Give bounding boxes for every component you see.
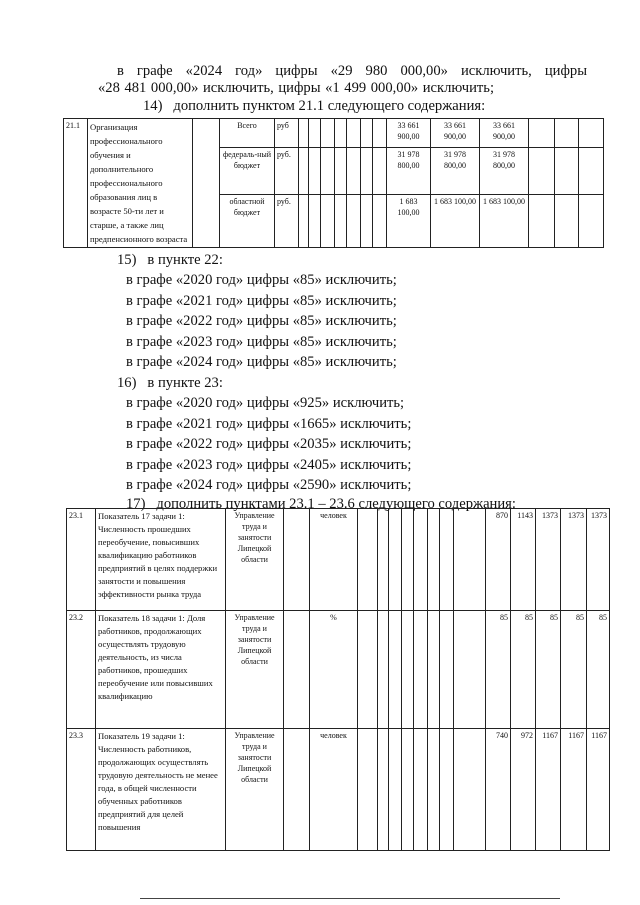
- row-number: 23.3: [67, 729, 96, 851]
- org-cell: Управление труда и занятости Липецкой области: [226, 509, 284, 611]
- value-cell: 31 978 800,00: [480, 147, 529, 194]
- unit-cell: %: [310, 611, 358, 729]
- source-cell: федераль-ный бюджет: [220, 147, 275, 194]
- paragraph-line: в графе «2023 год» цифры «85» исключить;: [126, 334, 397, 350]
- unit-cell: человек: [310, 729, 358, 851]
- value-cell: 870: [486, 509, 511, 611]
- value-cell: 85: [511, 611, 536, 729]
- table-row: [67, 611, 610, 729]
- paragraph-line: в графе «2022 год» цифры «2035» исключить;: [126, 436, 412, 452]
- value-cell: 972: [511, 729, 536, 851]
- paragraph-line: в графе «2020 год» цифры «925» исключить;: [126, 395, 405, 411]
- value-cell: 1 683 100,00: [480, 194, 529, 247]
- value-cell: 31 978 800,00: [431, 147, 480, 194]
- value-cell: 85: [536, 611, 561, 729]
- row-name: Показатель 17 задачи 1: Численность прошедших переобучение, повысивших квалификацию работников предприятий в целях поддержки занятости и повышения эффективности рынка труда: [96, 509, 226, 611]
- paragraph-line: «28 481 000,00» исключить, цифры «1 499 000,00» исключить;: [98, 80, 494, 96]
- value-cell: 85: [587, 611, 610, 729]
- value-cell: 85: [486, 611, 511, 729]
- value-cell: 1373: [587, 509, 610, 611]
- item-14-heading: 14) дополнить пунктом 21.1 следующего содержания:: [143, 98, 486, 114]
- table-23: [66, 508, 610, 851]
- unit-cell: руб.: [275, 194, 299, 247]
- table-21-1: [63, 118, 604, 248]
- row-number: 21.1: [64, 119, 88, 248]
- value-cell: 1167: [561, 729, 587, 851]
- item-17-heading: 17) дополнить пунктами 23.1 – 23.6 следующего содержания:: [126, 496, 516, 512]
- paragraph-line: в графе «2024 год» цифры «85» исключить;: [126, 354, 397, 370]
- paragraph-line: в графе «2021 год» цифры «1665» исключить;: [126, 416, 412, 432]
- row-number: 23.1: [67, 509, 96, 611]
- value-cell: 1 683 100,00: [431, 194, 480, 247]
- value-cell: 740: [486, 729, 511, 851]
- unit-cell: руб.: [275, 147, 299, 194]
- value-cell: 31 978 800,00: [387, 147, 431, 194]
- item-15-heading: 15) в пункте 22:: [117, 252, 223, 268]
- org-cell: Управление труда и занятости Липецкой области: [226, 611, 284, 729]
- row-name: Показатель 18 задачи 1: Доля работников, продолжающих осуществлять трудовую деятельность, из числа работников, прошедших переобучение или повысивших квалификацию: [96, 611, 226, 729]
- source-cell: областной бюджет: [220, 194, 275, 247]
- row-number: 23.2: [67, 611, 96, 729]
- value-cell: 85: [561, 611, 587, 729]
- value-cell: 1373: [536, 509, 561, 611]
- table-row: [67, 729, 610, 851]
- value-cell: 1 683 100,00: [387, 194, 431, 247]
- paragraph-line: в графе «2024 год» цифры «2590» исключить;: [126, 477, 412, 493]
- value-cell: 1373: [561, 509, 587, 611]
- value-cell: 33 661 900,00: [387, 119, 431, 148]
- paragraph-line: в графе «2024 год» цифры «29 980 000,00» исключить, цифры: [117, 63, 587, 79]
- value-cell: 1167: [536, 729, 561, 851]
- paragraph-line: в графе «2020 год» цифры «85» исключить;: [126, 272, 397, 288]
- paragraph-line: в графе «2021 год» цифры «85» исключить;: [126, 293, 397, 309]
- unit-cell: руб: [275, 119, 299, 148]
- unit-cell: человек: [310, 509, 358, 611]
- paragraph-line: в графе «2023 год» цифры «2405» исключить;: [126, 457, 412, 473]
- org-cell: Управление труда и занятости Липецкой области: [226, 729, 284, 851]
- table-row: [64, 119, 604, 148]
- item-16-heading: 16) в пункте 23:: [117, 375, 223, 391]
- source-cell: Всего: [220, 119, 275, 148]
- table-row: [67, 509, 610, 611]
- row-name: Организация профессионального обучения и дополнительного профессионального образования лиц в возрасте 50-ти лет и старше, а также лиц предпенсионного возраста: [88, 119, 193, 248]
- value-cell: 33 661 900,00: [480, 119, 529, 148]
- paragraph-line: в графе «2022 год» цифры «85» исключить;: [126, 313, 397, 329]
- row-name: Показатель 19 задачи 1: Численность работников, продолжающих осуществлять трудовую деятельность не менее года, в общей численности обученных работников предприятий для целей повышения: [96, 729, 226, 851]
- value-cell: 1143: [511, 509, 536, 611]
- page-bottom-rule: [140, 898, 560, 899]
- value-cell: 1167: [587, 729, 610, 851]
- value-cell: 33 661 900,00: [431, 119, 480, 148]
